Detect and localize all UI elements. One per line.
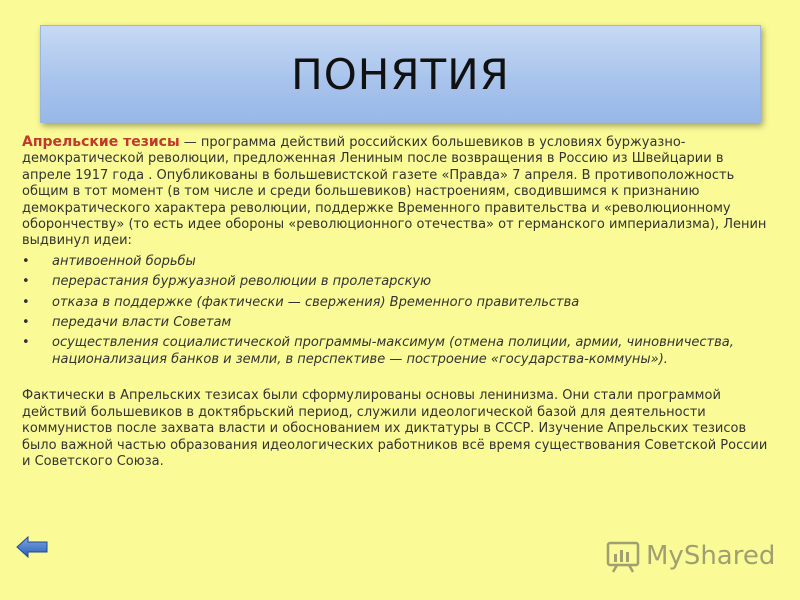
bullet: • — [22, 294, 30, 310]
intro-text: — программа действий российских большевиков в условиях буржуазно-демократической революции, предложенная Лениным после возвращения в Россию из Швейцарии в апреле 1917 года . Опубликованы в большевистской газете «Правда» 7 апреля. В противоположность общим в тот момент (в том числе и среди большевиков) настроениям, сводившимся к признанию демократического характера революции, поддержке Временного правительства и «революционному оборончеству» (то есть идее обороны «революционного отечества» от германского империализма), Ленин выдвинул идеи: — [22, 135, 767, 249]
watermark-text: MyShared — [646, 541, 776, 571]
list-item — [22, 295, 774, 311]
list-item — [22, 254, 774, 270]
back-button[interactable] — [16, 536, 48, 558]
intro-paragraph — [22, 134, 774, 250]
list-item-text: передачи власти Советам — [52, 315, 232, 331]
list-item — [22, 315, 774, 331]
chart-logo-icon — [606, 539, 640, 573]
list-item-text: антивоенной борьбы — [52, 253, 196, 269]
bullet: • — [22, 335, 30, 351]
list-item-text: отказа в поддержке (фактически — свержения) Временного правительства — [52, 294, 580, 310]
list-item-text: осуществления социалистической программы-максимум (отмена полиции, армии, чиновничества, национализация банков и земли, в перспективе — построение «государства-коммуны»). — [52, 335, 734, 367]
lead-term: Апрельские тезисы — [22, 134, 180, 150]
list-item — [22, 274, 774, 290]
watermark — [606, 536, 775, 576]
bullet: • — [22, 315, 30, 331]
title-box — [40, 25, 761, 123]
conclusion-paragraph: Фактически в Апрельских тезисах были сформулированы основы ленинизма. Они стали программой действий большевиков в доктябрьский период, служили идеологической базой для деятельности коммунистов после захвата власти и обоснованием их диктатуры в СССР. Изучение Апрельских тезисов было важной частью образования идеологических работников всё время существования Советской России и Советского Союза. — [22, 388, 768, 469]
ideas-list — [22, 254, 774, 368]
bullet: • — [22, 253, 30, 269]
slide-content — [22, 134, 774, 470]
bullet: • — [22, 274, 30, 290]
list-item — [22, 335, 774, 368]
arrow-left-icon — [16, 536, 48, 558]
slide-title: ПОНЯТИЯ — [291, 49, 510, 99]
list-item-text: перерастания буржуазной революции в пролетарскую — [52, 274, 432, 290]
